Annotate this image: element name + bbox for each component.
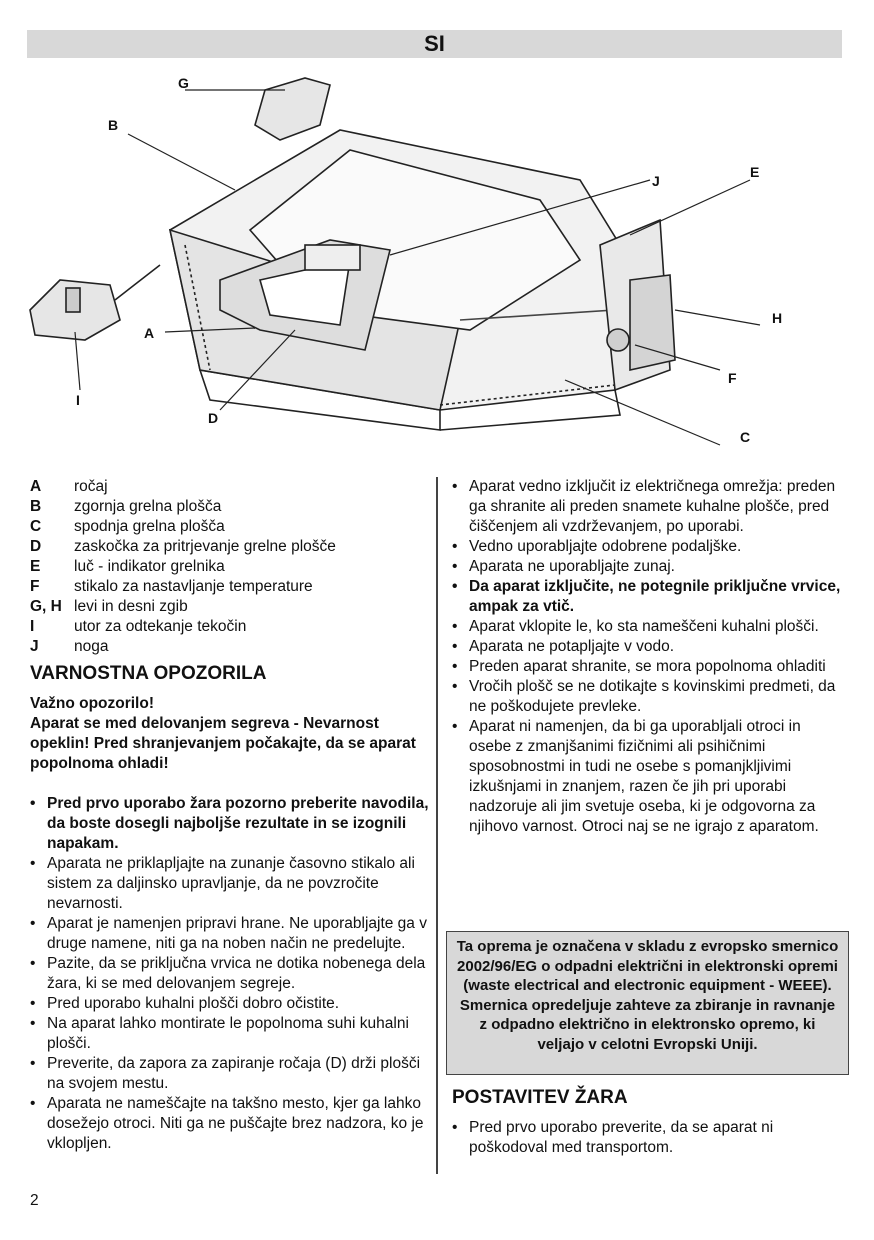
drip-tray [30,265,160,340]
setup-section [452,1088,847,1158]
legend-row: J noga [30,638,109,655]
list-item: • Aparat ni namenjen, da bi ga uporabljali otroci in osebe z zmanjšanimi fizičnimi ali psihičnimi sposobnostmi in tudi ne osebe s pomanjkljivimi izkušnjami in znanjem, razen če jih pri uporabi nadzoruje ali jim svetuje oseba, ki je odgovorna za njihovo varnost. Otroci naj se ne igrajo z aparatom. [452,717,847,837]
safety-section-continued [452,477,847,837]
list-item: • Da aparat izključite, ne potegnile priključne vrvice, ampak za vtič. [452,577,847,617]
label-c: C [740,429,751,445]
list-item: • Aparata ne uporabljajte zunaj. [452,557,847,577]
list-item: • Aparata ne nameščajte na takšno mesto, kjer ga lahko dosežejo otroci. Niti ga ne puščajte brez nadzora, ko je vklopljen. [30,1094,430,1154]
language-banner: SI [27,30,842,58]
label-e: E [750,164,760,180]
label-d: D [208,410,219,426]
label-f: F [728,370,737,386]
list-item: • Pred prvo uporabo preverite, da se aparat ni poškodoval med transportom. [452,1118,847,1158]
list-item: • Preverite, da zapora za zapiranje ročaja (D) drži plošči na svojem mestu. [30,1054,430,1094]
list-item: • Aparat vedno izključit iz električnega omrežja: preden ga shranite ali preden snamete kuhalne plošče, pred čiščenjem ali vzdrževanjem, po uporabi. [452,477,847,537]
list-item: • Aparat je namenjen pripravi hrane. Ne uporabljajte ga v druge namene, niti ga na noben način ne predelujte. [30,914,430,954]
page-number: 2 [30,1192,39,1209]
important-note: Važno opozorilo! [30,695,154,712]
legend-row: E luč - indikator grelnika [30,558,225,575]
parts-legend [30,477,430,657]
legend-row: D zaskočka za pritrjevanje grelne plošče [30,538,336,555]
burn-warning: Aparat se med delovanjem segreva - Nevarnost opeklin! Pred shranjevanjem počakajte, da se aparat popolnoma ohladi! [30,715,416,772]
setup-list [452,1118,847,1158]
safety-title: VARNOSTNA OPOZORILA [30,663,267,684]
left-hinge [255,78,330,140]
legend-row: F stikalo za nastavljanje temperature [30,578,313,595]
setup-title: POSTAVITEV ŽARA [452,1087,628,1108]
label-i: I [76,392,80,408]
list-item: • Aparata ne potapljajte v vodo. [452,637,847,657]
label-b: B [108,117,119,133]
label-g: G [178,75,189,91]
list-item: • Aparat vklopite le, ko sta nameščeni kuhalni plošči. [452,617,847,637]
label-j: J [652,173,660,189]
safety-list-right [452,477,847,837]
legend-row: C spodnja grelna plošča [30,518,225,535]
list-item: • Preden aparat shranite, se mora popolnoma ohladiti [452,657,847,677]
list-item: • Vedno uporabljajte odobrene podaljške. [452,537,847,557]
legend-row: A ročaj [30,478,108,495]
list-item: • Pred uporabo kuhalni plošči dobro očistite. [30,994,430,1014]
grill-diagram [20,70,790,460]
safety-section [30,664,430,1154]
list-item: • Aparata ne priklapljajte na zunanje časovno stikalo ali sistem za daljinsko upravljanje, da ne povzročite nevarnosti. [30,854,430,914]
legend-row: G, H levi in desni zgib [30,598,188,615]
weee-notice: Ta oprema je označena v skladu z evropsko smernico 2002/96/EG o odpadni električni in elektronski opremi (waste electrical and electronic equipment - WEEE). Smernica opredeljuje zahteve za zbiranje in ravnanje z odpadno električno in elektronsko opremo, ki veljajo v celotni Evropski Uniji. [446,931,849,1075]
safety-list-left [30,794,430,1154]
legend-row: B zgornja grelna plošča [30,498,222,515]
list-item: • Vročih plošč se ne dotikajte s kovinskimi predmeti, da ne poškodujete prevleke. [452,677,847,717]
legend-row: I utor za odtekanje tekočin [30,618,247,635]
label-h: H [772,310,783,326]
label-a: A [144,325,155,341]
column-divider [436,477,438,1174]
list-item: • Pred prvo uporabo žara pozorno preberite navodila, da boste dosegli najboljše rezultate in se izognili napakam. [30,794,430,854]
list-item: • Na aparat lahko montirate le popolnoma suhi kuhalni plošči. [30,1014,430,1054]
list-item: • Pazite, da se priključna vrvica ne dotika nobenega dela žara, ki se med delovanjem segreje. [30,954,430,994]
